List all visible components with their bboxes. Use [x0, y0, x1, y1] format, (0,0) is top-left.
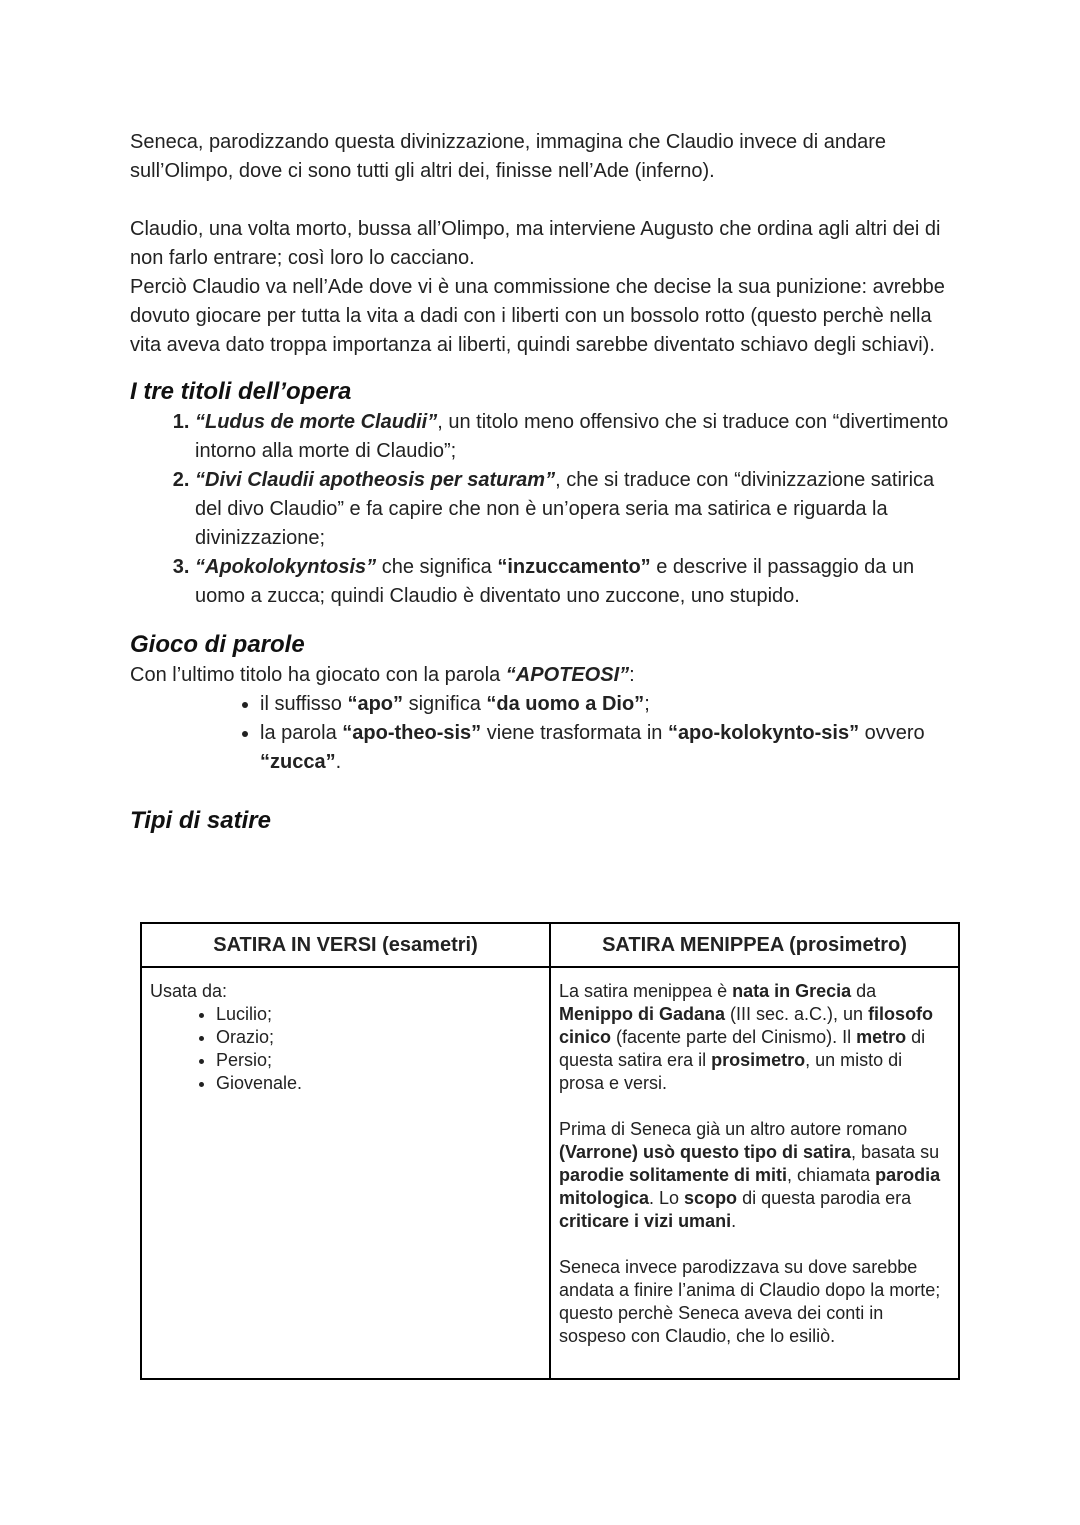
used-by-label: Usata da: [150, 981, 228, 1001]
section-heading-titoli: I tre titoli dell’opera [130, 378, 352, 405]
intro-paragraph-2: Claudio, una volta morto, bussa all’Olimpo, ma interviene Augusto che ordina agli altri dei di non farlo entrare; così loro lo cacciano. [130, 218, 941, 269]
intro-paragraph-3: Perciò Claudio va nell’Ade dove vi è una commissione che decise la sua punizione: avrebbe dovuto giocare per tutta la vita a dadi con i liberti con un bossolo rotto (questo perchè nella vita aveva dato troppa importanza ai liberti, quindi sarebbe diventato schiavo degli schiavi). [130, 276, 945, 356]
list-item: • Persio; [216, 1049, 541, 1072]
document-body [130, 128, 960, 837]
list-item: • il suffisso “apo” significa “da uomo a Dio”; [260, 690, 960, 719]
list-item: 3. “Apokolokyntosis” che significa “inzuccamento” e descrive il passaggio da un uomo a zucca; quindi Claudio è diventato uno zuccone, uno stupido. [195, 553, 960, 611]
list-item: • la parola “apo-theo-sis” viene trasformata in “apo-kolokynto-sis” ovvero “zucca”. [260, 719, 960, 777]
titles-list [130, 408, 960, 611]
table-cell-versi [141, 967, 550, 1379]
intro-paragraph-1: Seneca, parodizzando questa divinizzazione, immagina che Claudio invece di andare sull’Olimpo, dove ci sono tutti gli altri dei, finisse nell’Ade (inferno). [130, 131, 887, 182]
table-cell-menippea [550, 967, 959, 1379]
list-item: 2. “Divi Claudii apotheosis per saturam”, che si traduce con “divinizzazione satirica del divo Claudio” e fa capire che non è un’opera seria ma satirica e riguarda la divinizzazione; [195, 466, 960, 553]
table-header-versi: SATIRA IN VERSI (esametri) [141, 923, 550, 967]
list-item: • Orazio; [216, 1026, 541, 1049]
section-heading-gioco: Gioco di parole [130, 631, 305, 658]
menippea-paragraph-3: Seneca invece parodizzava su dove sarebbe andata a finire l’anima di Claudio dopo la morte; questo perchè Seneca aveva dei conti in sospeso con Claudio, che lo esiliò. [559, 1257, 941, 1346]
list-item: • Lucilio; [216, 1003, 541, 1026]
table-header-menippea: SATIRA MENIPPEA (prosimetro) [550, 923, 959, 967]
list-item: • Giovenale. [216, 1072, 541, 1095]
satire-table [140, 922, 960, 1380]
menippea-paragraph-2: Prima di Seneca già un altro autore romano (Varrone) usò questo tipo di satira, basata su parodie solitamente di miti, chiamata parodia mitologica. Lo scopo di questa parodia era criticare i vizi umani. [559, 1119, 941, 1231]
list-item: 1. “Ludus de morte Claudii”, un titolo meno offensivo che si traduce con “divertimento intorno alla morte di Claudio”; [195, 408, 960, 466]
section-heading-tipi: Tipi di satire [130, 807, 271, 834]
authors-list [150, 1003, 541, 1095]
gioco-bullets [130, 690, 960, 777]
menippea-paragraph-1: La satira menippea è nata in Grecia da Menippo di Gadana (III sec. a.C.), un filosofo cinico (facente parte del Cinismo). Il metro di questa satira era il prosimetro, un misto di prosa e versi. [559, 981, 934, 1093]
gioco-intro: Con l’ultimo titolo ha giocato con la parola “APOTEOSI”: [130, 664, 635, 686]
